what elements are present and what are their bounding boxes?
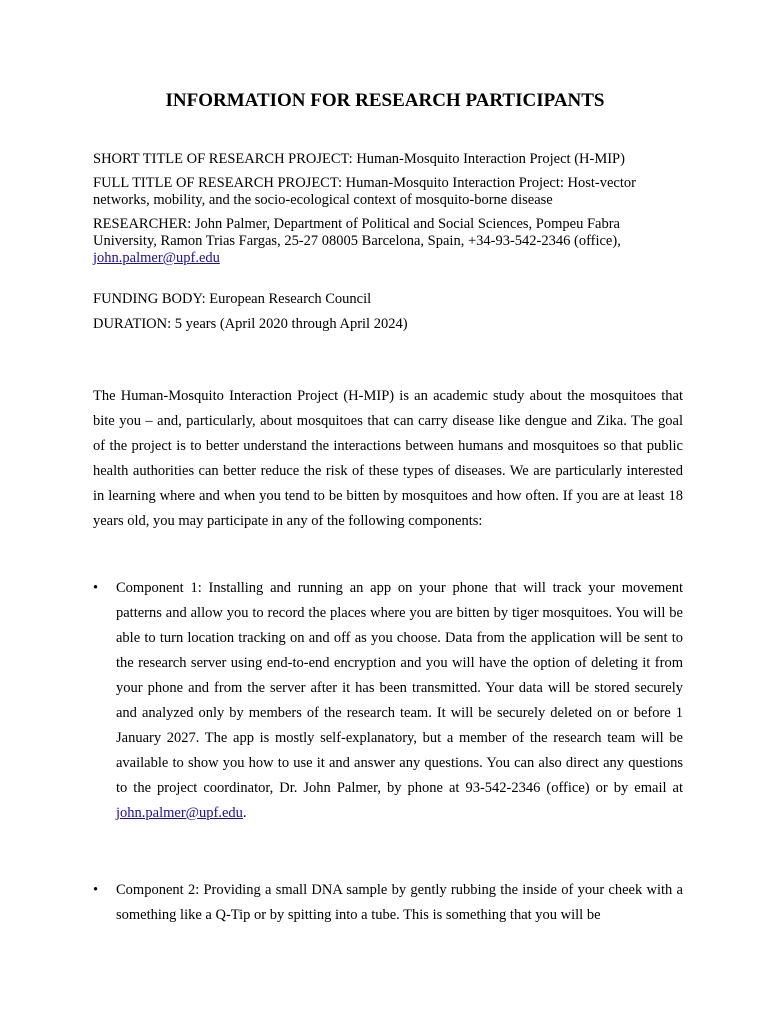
component-1-text — [116, 576, 683, 826]
researcher-email-link[interactable]: john.palmer@upf.edu — [93, 250, 220, 266]
researcher-info — [93, 216, 683, 267]
intro-paragraph: The Human-Mosquito Interaction Project (H-MIP) is an academic study about the mosquitoes that bite you – and, particularly, about mosquitoes that can carry disease like dengue and Zika. The goal of the project is to better understand the interactions between humans and mosquitoes so that public health authorities can better reduce the risk of these types of diseases. We are particularly interested in learning where and when you tend to be bitten by mosquitoes and how often. If you are at least 18 years old, you may participate in any of the following components: — [93, 388, 683, 529]
project-metadata — [93, 151, 683, 267]
document-title: INFORMATION FOR RESEARCH PARTICIPANTS — [165, 90, 605, 111]
component-1-email-link[interactable]: john.palmer@upf.edu — [116, 805, 243, 821]
full-title: FULL TITLE OF RESEARCH PROJECT: Human-Mosquito Interaction Project: Host-vector networks, mobility, and the socio-ecological context of mosquito-borne disease — [93, 175, 636, 208]
funding-body: FUNDING BODY: European Research Council — [93, 291, 372, 307]
researcher-text: RESEARCHER: John Palmer, Department of Political and Social Sciences, Pompeu Fabra University, Ramon Trias Fargas, 25-27 08005 Barcelona, Spain, +34-93-542-2346 (office), — [93, 216, 621, 249]
bullet-icon: • — [93, 882, 99, 898]
duration: DURATION: 5 years (April 2020 through April 2024) — [93, 316, 408, 332]
component-2-text: Component 2: Providing a small DNA sample by gently rubbing the inside of your cheek with a something like a Q-Tip or by spitting into a tube. This is something that you will be — [116, 882, 683, 923]
bullet-icon: • — [93, 580, 99, 596]
component-1-end: . — [242, 805, 247, 821]
short-title: SHORT TITLE OF RESEARCH PROJECT: Human-Mosquito Interaction Project (H-MIP) — [93, 151, 625, 167]
component-1-body: Component 1: Installing and running an app on your phone that will track your movement patterns and allow you to record the places where you are bitten by tiger mosquitoes. You will be able to turn location tracking on and off as you choose. Data from the application will be sent to the research server using end-to-end encryption and you will have the option of deleting it from your phone and from the server after it has been transmitted. Your data will be stored securely and analyzed only by members of the research team. It will be securely deleted on or before 1 January 2027. The app is mostly self-explanatory, but a member of the research team will be available to show you how to use it and answer any questions. You can also direct any questions to the project coordinator, Dr. John Palmer, by phone at 93-542-2346 (office) or by email at — [116, 580, 683, 796]
